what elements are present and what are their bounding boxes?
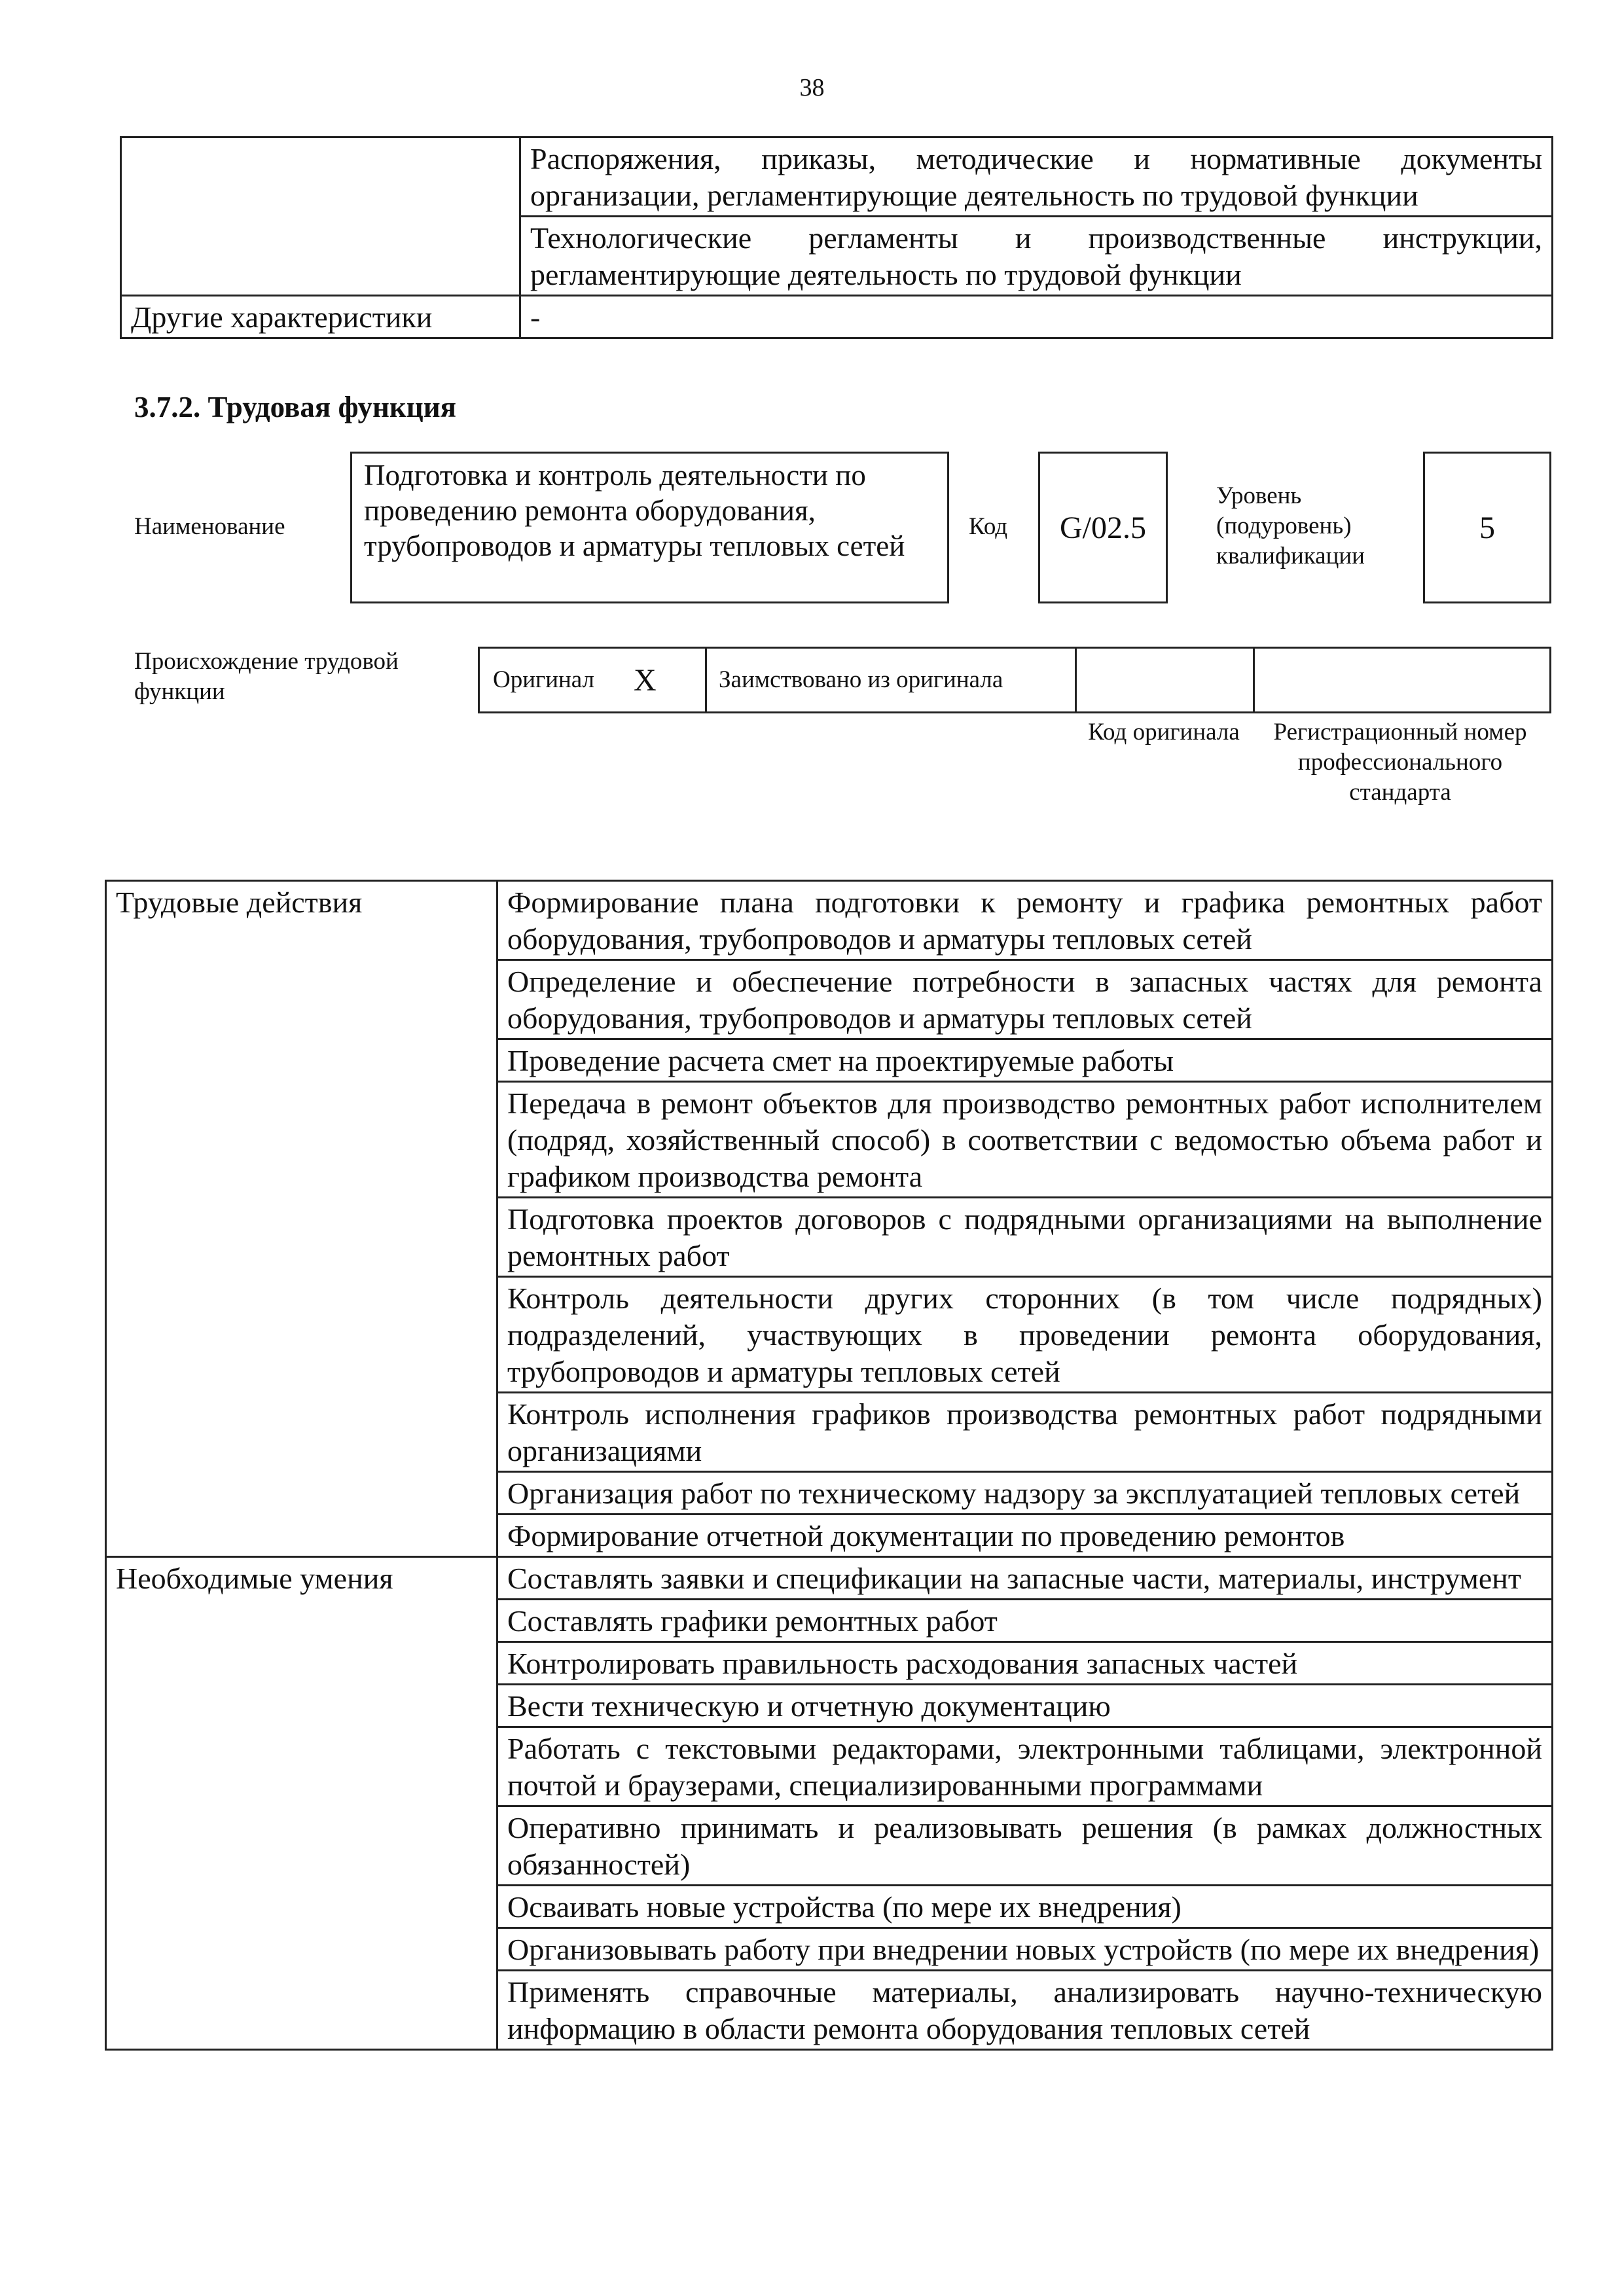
list-item: Передача в ремонт объектов для производство ремонтных работ исполнителем (подряд, хозяйственный способ) в соответствии с ведомостью объема работ и графиком производства ремонта	[497, 1082, 1553, 1198]
name-label: Наименование	[134, 513, 285, 540]
other-characteristics-value: -	[520, 296, 1553, 338]
list-item: Контролировать правильность расходования запасных частей	[497, 1642, 1553, 1685]
top-table	[120, 136, 1553, 339]
top-table-left-cell	[121, 137, 520, 296]
list-item: Формирование отчетной документации по проведению ремонтов	[497, 1515, 1553, 1557]
list-item: Подготовка проектов договоров с подрядными организациями на выполнение ремонтных работ	[497, 1198, 1553, 1277]
table-row	[121, 296, 1553, 338]
list-item: Оперативно принимать и реализовывать решения (в рамках должностных обязанностей)	[497, 1806, 1553, 1886]
list-item: Формирование плана подготовки к ремонту и графика ремонтных работ оборудования, трубопроводов и арматуры тепловых сетей	[497, 881, 1553, 960]
other-characteristics-label: Другие характеристики	[121, 296, 520, 338]
origin-box	[478, 647, 1551, 713]
origin-original-label: Оригинал	[493, 666, 595, 693]
origin-original-cell	[480, 649, 707, 711]
origin-reg-caption: Регистрационный номер профессионального стандарта	[1273, 719, 1527, 806]
list-item: Проведение расчета смет на проектируемые работы	[497, 1039, 1553, 1082]
table-row	[106, 881, 1553, 960]
origin-label: Происхождение трудовой функции	[134, 648, 399, 705]
list-item: Контроль деятельности других сторонних (в том числе подрядных) подразделений, участвующих в проведении ремонта оборудования, трубопроводов и арматуры тепловых сетей	[497, 1277, 1553, 1393]
main-table	[105, 880, 1553, 2051]
list-item: Применять справочные материалы, анализировать научно-техническую информацию в области ремонта оборудования тепловых сетей	[497, 1971, 1553, 2050]
origin-reg-cell	[1255, 649, 1549, 711]
list-item: Определение и обеспечение потребности в запасных частях для ремонта оборудования, трубопроводов и арматуры тепловых сетей	[497, 960, 1553, 1039]
list-item: Вести техническую и отчетную документацию	[497, 1685, 1553, 1727]
section-title: 3.7.2. Трудовая функция	[134, 391, 457, 423]
top-table-cell: Распоряжения, приказы, методические и нормативные документы организации, регламентирующие деятельность по трудовой функции	[520, 137, 1553, 217]
list-item: Организовывать работу при внедрении новых устройств (по мере их внедрения)	[497, 1928, 1553, 1971]
origin-code-caption: Код оригинала	[1088, 719, 1240, 745]
list-item: Осваивать новые устройства (по мере их внедрения)	[497, 1886, 1553, 1928]
level-label: Уровень (подуровень) квалификации	[1216, 482, 1365, 569]
table-row	[121, 137, 1553, 217]
list-item: Организация работ по техническому надзору за эксплуатацией тепловых сетей	[497, 1472, 1553, 1515]
page-number: 38	[799, 74, 825, 101]
origin-mark: X	[634, 662, 657, 698]
function-name-box: Подготовка и контроль деятельности по проведению ремонта оборудования, трубопроводов и арматуры тепловых сетей	[350, 452, 949, 603]
list-item: Составлять графики ремонтных работ	[497, 1600, 1553, 1642]
code-label: Код	[969, 513, 1008, 540]
origin-borrowed-cell	[707, 649, 1077, 711]
group-label-required-skills: Необходимые умения	[106, 1557, 497, 2050]
top-table-cell: Технологические регламенты и производственные инструкции, регламентирующие деятельность по трудовой функции	[520, 217, 1553, 296]
table-row	[106, 1557, 1553, 1600]
list-item: Контроль исполнения графиков производства ремонтных работ подрядными организациями	[497, 1393, 1553, 1472]
list-item: Работать с текстовыми редакторами, электронными таблицами, электронной почтой и браузерами, специализированными программами	[497, 1727, 1553, 1806]
code-value-box: G/02.5	[1038, 452, 1168, 603]
level-value-box: 5	[1423, 452, 1551, 603]
list-item: Составлять заявки и спецификации на запасные части, материалы, инструмент	[497, 1557, 1553, 1600]
group-label-labor-actions: Трудовые действия	[106, 881, 497, 1557]
origin-borrowed-label: Заимствовано из оригинала	[719, 666, 1003, 693]
origin-code-cell	[1077, 649, 1255, 711]
